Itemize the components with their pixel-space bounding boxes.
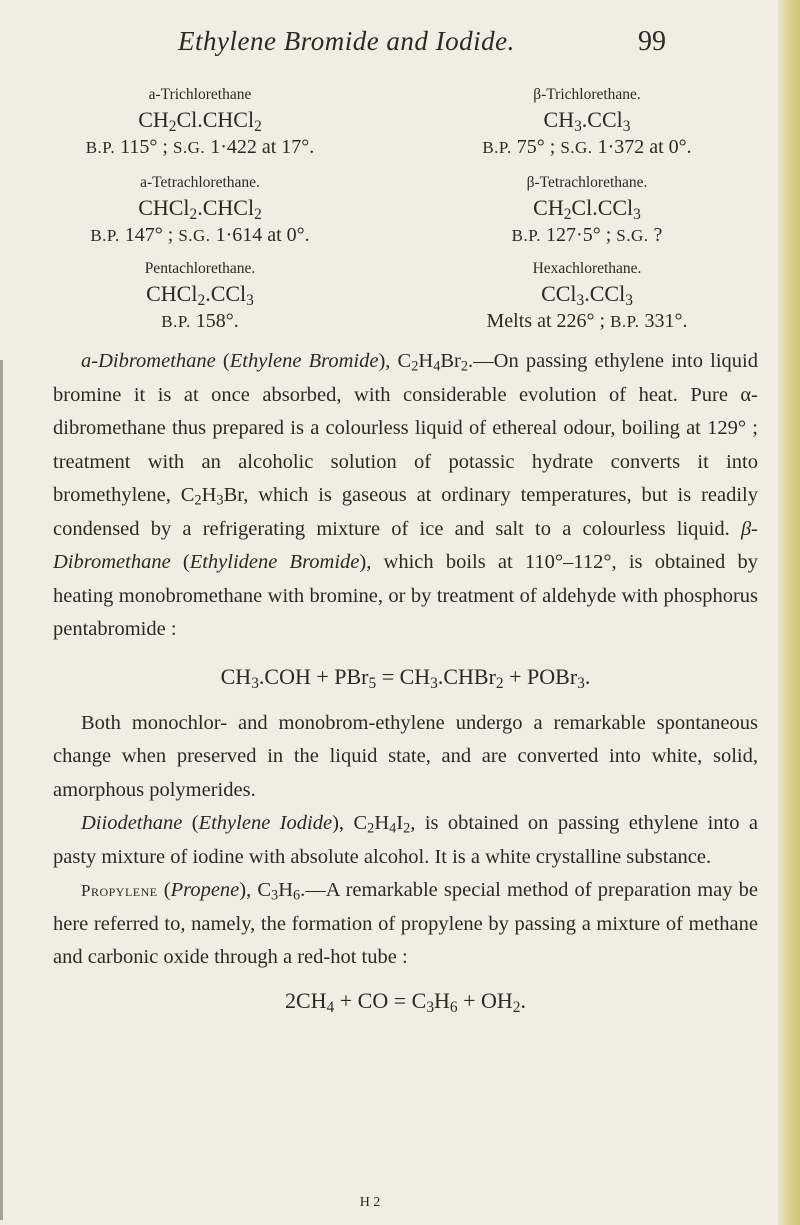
- compound-name: β-Trichlorethane.: [533, 86, 641, 103]
- compound-properties: B.P. 75° ; S.G. 1·372 at 0°.: [482, 136, 692, 158]
- compound-name: β-Tetrachlorethane.: [526, 174, 648, 191]
- compound-formula: $CH_2Cl.CHCl_2$: [138, 107, 262, 135]
- compound-formula: $CH_3.CCl_3$: [543, 107, 631, 135]
- compound-beta-trichlorethane: [402, 86, 772, 166]
- compound-name: Hexachlorethane.: [532, 260, 642, 277]
- paragraph-dibromethane: a-Dibromethane (Ethylene Bromide), $C_2H_4Br_2.—On$ passing ethylene into liquid bromine it is at once absorbed, with considerable evolution of heat. Pure α-dibromethane thus prepared is a colourless liquid of ethereal odour, boiling at 129° ; treatment with an alcoholic solution of potassic hydrate converts it into bromethylene, $C_2H_3Br$, which is gaseous at ordinary temperatures, but is readily condensed by a refrigerating mixture of ice and salt to a colourless liquid. β-Dibromethane (Ethylidene Bromide), which boils at 110°–112°, is obtained by heating monobromethane with bromine, or by treatment of aldehyde with phosphorus pentabromide :: [53, 350, 759, 640]
- running-header: [0, 26, 780, 66]
- page-edge: [778, 0, 800, 1225]
- compound-properties: B.P. 115° ; S.G. 1·422 at 17°.: [85, 136, 315, 158]
- compound-properties: Melts at 226° ; B.P. 331°.: [486, 310, 688, 332]
- binding-gutter: [0, 360, 3, 1220]
- compound-name: Pentachlorethane.: [144, 260, 256, 277]
- page-number: 99: [638, 26, 666, 57]
- paragraph-polymerides: Both monochlor- and monobrom-ethylene undergo a remarkable spontaneous change when preserved in the liquid state, and are converted into white, solid, amorphous polymerides.: [53, 711, 758, 801]
- compound-hexachlorethane: [402, 260, 772, 340]
- signature-mark: H 2: [359, 1195, 381, 1210]
- compound-name: a-Trichlorethane: [148, 86, 252, 103]
- compound-formula: CHCl$_2$.CHCl$_2$: [138, 195, 262, 223]
- compound-alpha-tetrachlorethane: [55, 174, 345, 254]
- compound-formula: CCl$_3$.CCl$_3$: [541, 281, 633, 309]
- compound-name: a-Tetrachlorethane.: [140, 174, 260, 191]
- paragraph-diiodethane: Diiodethane (Ethylene Iodide), $C_2H_4I_2$, is obtained on passing ethylene into a pasty mixture of iodine with absolute alcohol. It is a white crystalline substance.: [53, 812, 758, 868]
- compound-beta-tetrachlorethane: [402, 174, 772, 254]
- compound-pentachlorethane: [55, 260, 345, 340]
- compound-formula: CHCl$_2$.CCl$_3$: [146, 281, 254, 309]
- equation-propylene: $2CH_4$ + CO = $C_3H_6 + OH_2$.: [284, 987, 526, 1016]
- running-title: Ethylene Bromide and Iodide.: [178, 26, 515, 56]
- compound-properties: B.P. 147° ; S.G. 1·614 at 0°.: [90, 224, 310, 246]
- compound-properties: B.P. 158°.: [161, 310, 239, 332]
- compound-alpha-trichlorethane: [55, 86, 345, 166]
- paragraph-propylene: Propylene (Propene), $C_3H_6.—A$ remarkable special method of preparation may be here referred to, namely, the formation of propylene by passing a mixture of methane and carbonic oxide through a red-hot tube :: [53, 879, 758, 968]
- compound-formula: $CH_2Cl.CCl_3$: [533, 195, 641, 223]
- compound-properties: B.P. 127·5° ; S.G. ?: [511, 224, 663, 246]
- equation-aldehyde-pbr5: $CH_3.COH + PBr_5$ = $CH_3.CHBr_2$ + POBr$_3$.: [220, 663, 591, 692]
- body-text: [53, 345, 758, 1027]
